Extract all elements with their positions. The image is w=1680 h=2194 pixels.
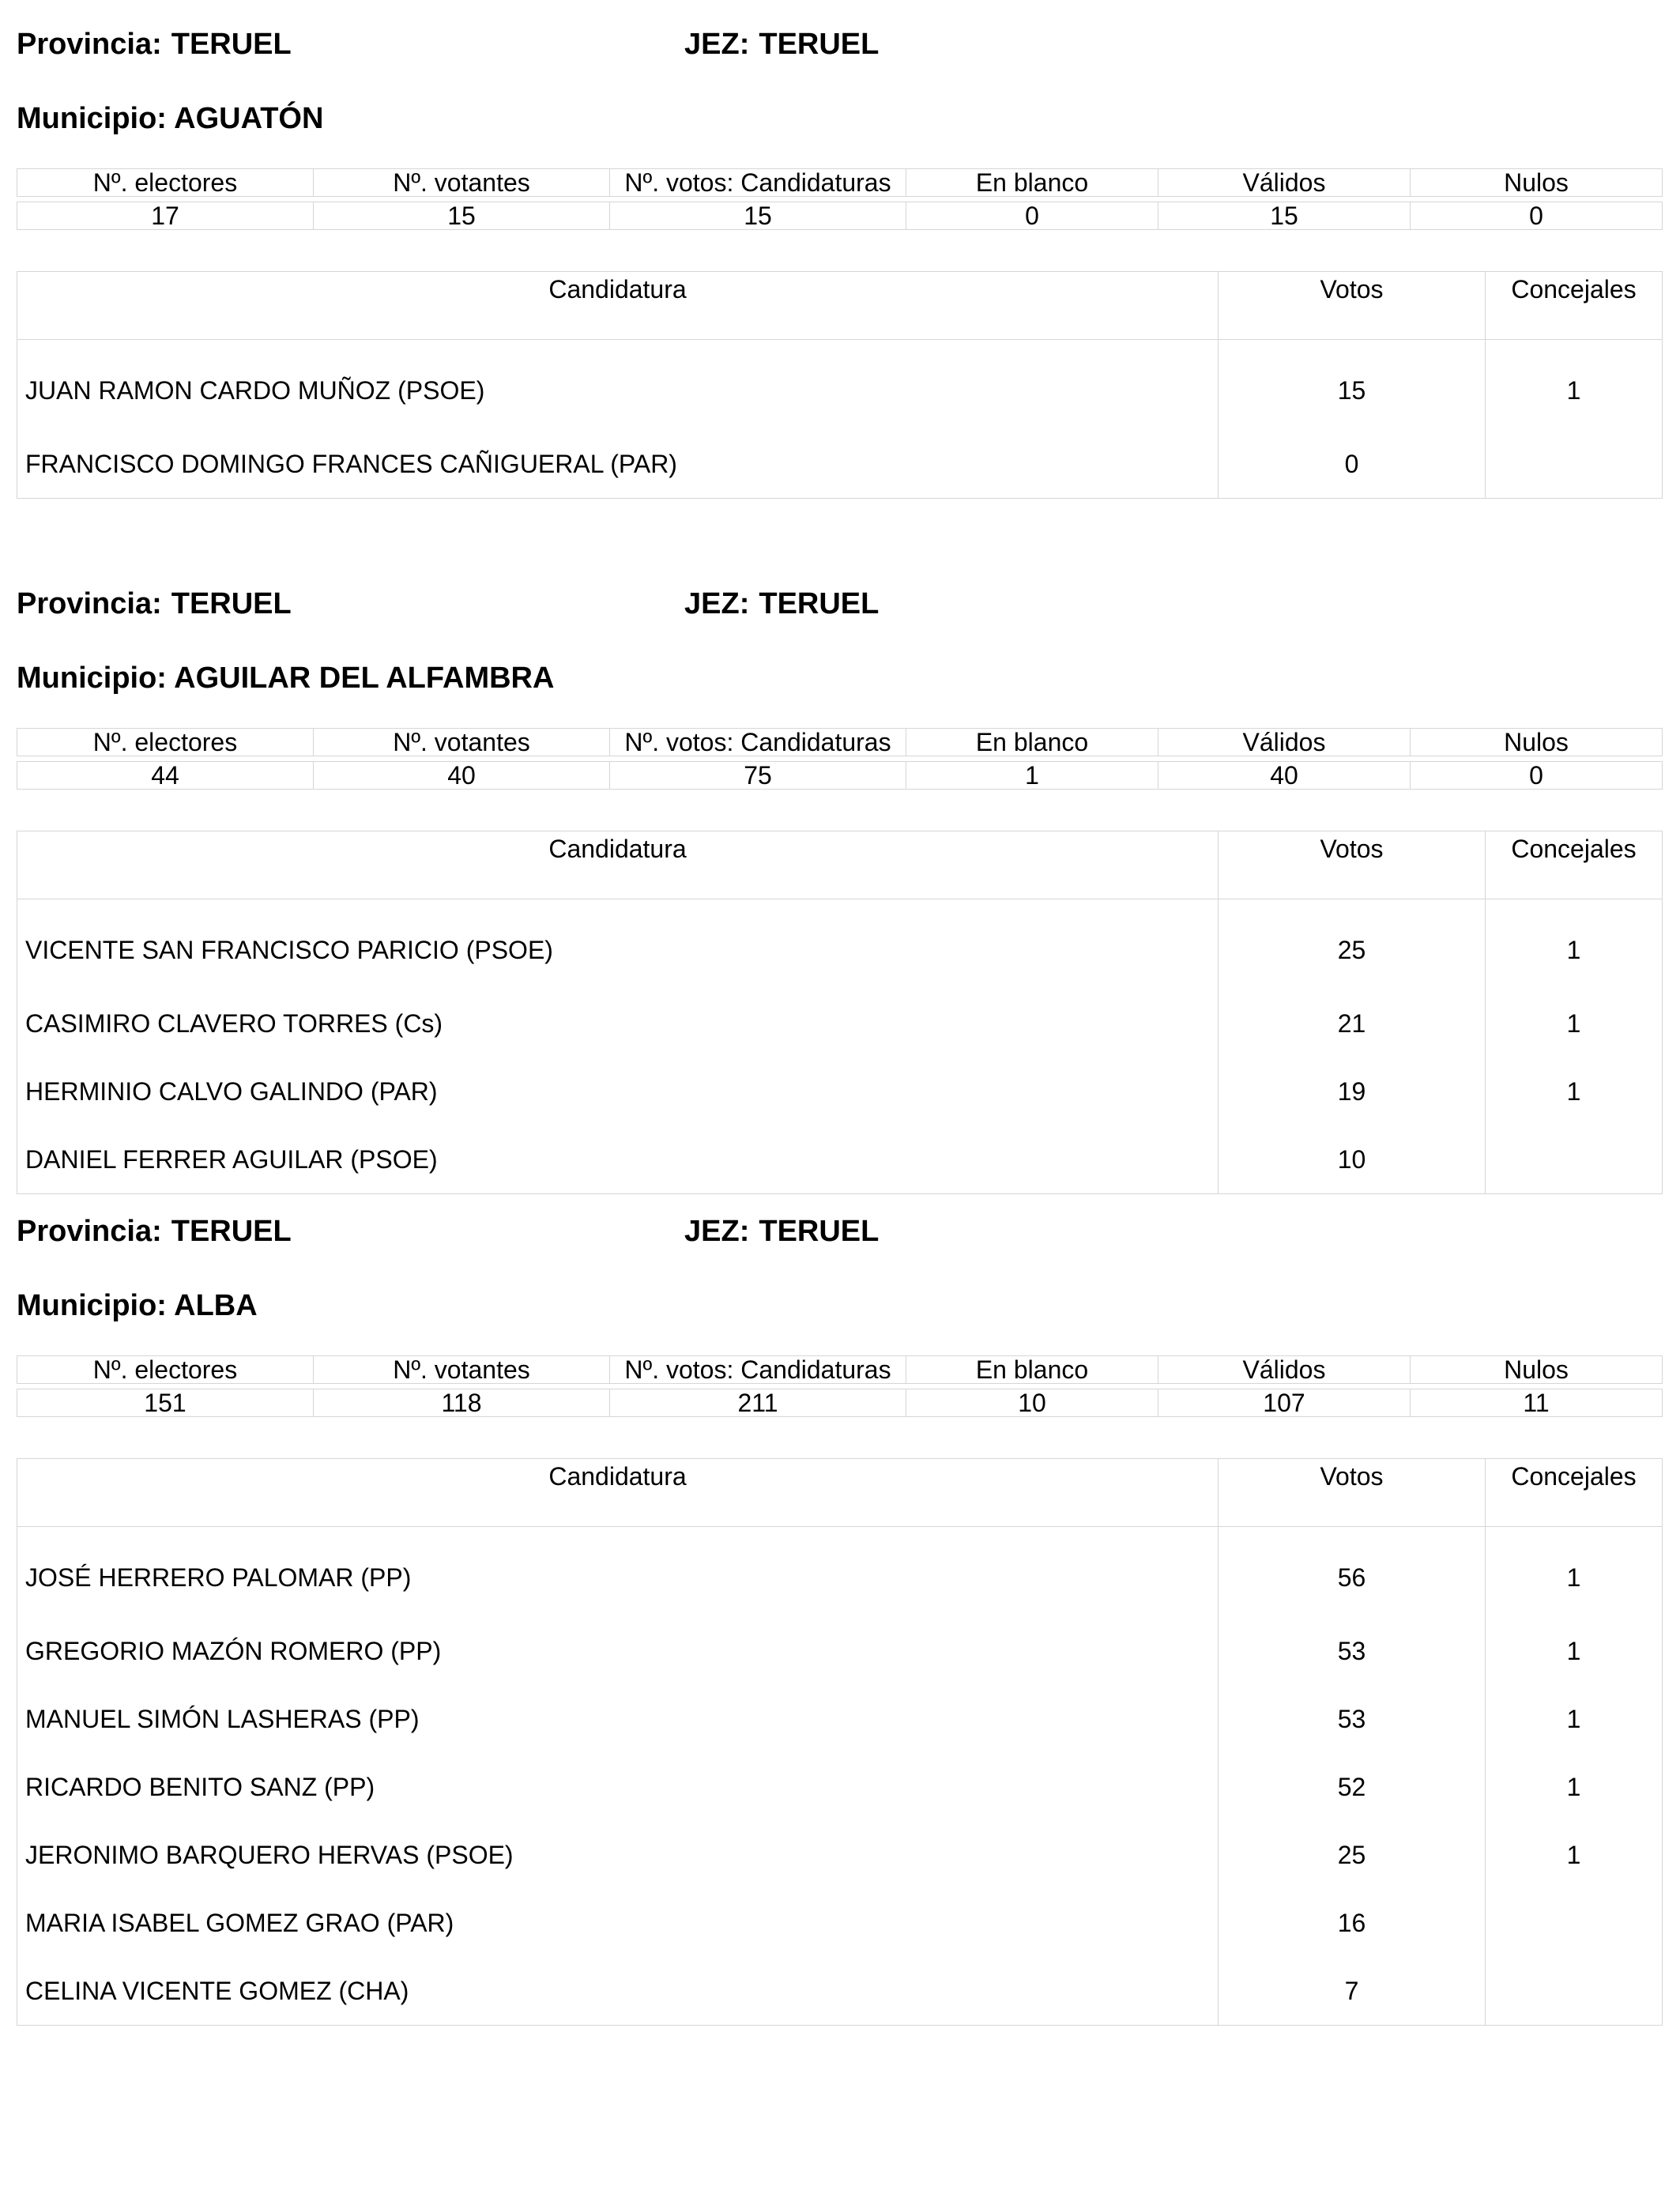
candidate-concejales: 1 — [1486, 899, 1663, 990]
stats-header-en-blanco: En blanco — [906, 169, 1158, 197]
candidates-table — [17, 271, 1663, 499]
stats-header-electores: Nº. electores — [17, 1356, 314, 1384]
candidate-votos: 19 — [1219, 1057, 1486, 1125]
candidate-concejales — [1486, 1889, 1663, 1957]
candidate-votos: 21 — [1219, 990, 1486, 1057]
provincia-line — [17, 27, 292, 62]
candidate-votos: 52 — [1219, 1753, 1486, 1821]
provincia-value: TERUEL — [171, 587, 292, 620]
stats-header-row — [17, 1356, 1663, 1384]
candidate-row — [17, 1753, 1663, 1821]
candidate-row — [17, 899, 1663, 990]
provincia-line — [17, 586, 292, 621]
stats-spacer — [17, 1384, 1663, 1389]
candidate-row — [17, 1889, 1663, 1957]
jez-line — [684, 27, 879, 62]
stats-header-en-blanco: En blanco — [906, 729, 1158, 756]
municipio-line — [17, 101, 323, 136]
stats-value-votantes: 15 — [314, 202, 610, 230]
candidate-votos: 16 — [1219, 1889, 1486, 1957]
jez-label: JEZ: — [684, 1215, 750, 1248]
stats-header-validos: Válidos — [1158, 1356, 1411, 1384]
stats-header-votantes: Nº. votantes — [314, 729, 610, 756]
candidate-votos: 53 — [1219, 1617, 1486, 1685]
candidate-votos: 25 — [1219, 899, 1486, 990]
provincia-label: Provincia: — [17, 1215, 162, 1248]
header-concejales: Concejales — [1486, 831, 1663, 899]
candidate-name: JOSÉ HERRERO PALOMAR (PP) — [17, 1527, 1219, 1618]
stats-header-nulos: Nulos — [1411, 1356, 1663, 1384]
candidates-header-row — [17, 272, 1663, 340]
stats-header-nulos: Nulos — [1411, 729, 1663, 756]
municipio-label: Municipio: — [17, 102, 167, 135]
candidate-name: CELINA VICENTE GOMEZ (CHA) — [17, 1957, 1219, 2026]
jez-label: JEZ: — [684, 587, 750, 620]
candidate-votos: 0 — [1219, 430, 1486, 499]
candidate-name: RICARDO BENITO SANZ (PP) — [17, 1753, 1219, 1821]
stats-header-votos-candidaturas: Nº. votos: Candidaturas — [610, 729, 906, 756]
candidate-concejales: 1 — [1486, 1617, 1663, 1685]
stats-table — [17, 168, 1663, 230]
stats-table — [17, 728, 1663, 790]
candidate-concejales — [1486, 1125, 1663, 1194]
candidate-name: MARIA ISABEL GOMEZ GRAO (PAR) — [17, 1889, 1219, 1957]
jez-value: TERUEL — [759, 1215, 880, 1248]
jez-label: JEZ: — [684, 28, 750, 61]
candidate-name: FRANCISCO DOMINGO FRANCES CAÑIGUERAL (PAR) — [17, 430, 1219, 499]
stats-value-electores: 17 — [17, 202, 314, 230]
stats-value-nulos: 11 — [1411, 1389, 1663, 1417]
candidate-name: JUAN RAMON CARDO MUÑOZ (PSOE) — [17, 340, 1219, 431]
candidates-header-row — [17, 1459, 1663, 1527]
stats-value-en-blanco: 10 — [906, 1389, 1158, 1417]
candidate-row — [17, 990, 1663, 1057]
candidate-concejales: 1 — [1486, 1057, 1663, 1125]
municipio-value: AGUILAR DEL ALFAMBRA — [174, 662, 555, 695]
stats-table — [17, 1355, 1663, 1417]
stats-value-en-blanco: 1 — [906, 762, 1158, 790]
provincia-value: TERUEL — [171, 28, 292, 61]
header-votos: Votos — [1219, 831, 1486, 899]
candidate-row — [17, 1527, 1663, 1618]
municipio-value: AGUATÓN — [174, 102, 324, 135]
candidates-table — [17, 1458, 1663, 2026]
municipio-label: Municipio: — [17, 662, 167, 695]
stats-spacer — [17, 197, 1663, 202]
stats-value-en-blanco: 0 — [906, 202, 1158, 230]
candidate-row — [17, 340, 1663, 431]
provincia-line — [17, 1214, 292, 1249]
candidate-concejales: 1 — [1486, 1527, 1663, 1618]
provincia-value: TERUEL — [171, 1215, 292, 1248]
stats-header-votantes: Nº. votantes — [314, 1356, 610, 1384]
stats-header-validos: Válidos — [1158, 729, 1411, 756]
candidate-votos: 56 — [1219, 1527, 1486, 1618]
jez-value: TERUEL — [759, 28, 880, 61]
provincia-label: Provincia: — [17, 587, 162, 620]
candidate-name: DANIEL FERRER AGUILAR (PSOE) — [17, 1125, 1219, 1194]
candidate-row — [17, 1057, 1663, 1125]
candidate-name: HERMINIO CALVO GALINDO (PAR) — [17, 1057, 1219, 1125]
stats-header-row — [17, 729, 1663, 756]
stats-value-nulos: 0 — [1411, 202, 1663, 230]
stats-value-votos-candidaturas: 211 — [610, 1389, 906, 1417]
jez-value: TERUEL — [759, 587, 880, 620]
header-candidatura: Candidatura — [17, 272, 1219, 340]
candidate-concejales: 1 — [1486, 990, 1663, 1057]
stats-value-validos: 15 — [1158, 202, 1411, 230]
stats-header-electores: Nº. electores — [17, 169, 314, 197]
stats-spacer — [17, 756, 1663, 762]
municipio-label: Municipio: — [17, 1289, 167, 1322]
candidate-concejales: 1 — [1486, 1685, 1663, 1753]
candidate-row — [17, 1821, 1663, 1889]
stats-header-votos-candidaturas: Nº. votos: Candidaturas — [610, 169, 906, 197]
header-votos: Votos — [1219, 1459, 1486, 1527]
header-candidatura: Candidatura — [17, 1459, 1219, 1527]
candidate-concejales: 1 — [1486, 1753, 1663, 1821]
candidate-name: GREGORIO MAZÓN ROMERO (PP) — [17, 1617, 1219, 1685]
stats-header-validos: Válidos — [1158, 169, 1411, 197]
candidate-concejales: 1 — [1486, 340, 1663, 431]
candidate-votos: 53 — [1219, 1685, 1486, 1753]
stats-value-nulos: 0 — [1411, 762, 1663, 790]
stats-value-validos: 107 — [1158, 1389, 1411, 1417]
candidate-concejales — [1486, 1957, 1663, 2026]
candidate-name: JERONIMO BARQUERO HERVAS (PSOE) — [17, 1821, 1219, 1889]
stats-header-votos-candidaturas: Nº. votos: Candidaturas — [610, 1356, 906, 1384]
stats-header-row — [17, 169, 1663, 197]
stats-value-votos-candidaturas: 75 — [610, 762, 906, 790]
provincia-label: Provincia: — [17, 28, 162, 61]
candidate-name: VICENTE SAN FRANCISCO PARICIO (PSOE) — [17, 899, 1219, 990]
candidate-row — [17, 1957, 1663, 2026]
stats-header-votantes: Nº. votantes — [314, 169, 610, 197]
candidate-votos: 25 — [1219, 1821, 1486, 1889]
candidate-name: CASIMIRO CLAVERO TORRES (Cs) — [17, 990, 1219, 1057]
candidates-table — [17, 831, 1663, 1194]
candidate-votos: 15 — [1219, 340, 1486, 431]
header-concejales: Concejales — [1486, 272, 1663, 340]
candidate-votos: 10 — [1219, 1125, 1486, 1194]
municipio-value: ALBA — [174, 1289, 258, 1322]
candidate-row — [17, 1617, 1663, 1685]
candidate-concejales — [1486, 430, 1663, 499]
stats-value-electores: 151 — [17, 1389, 314, 1417]
jez-line — [684, 1214, 879, 1249]
stats-value-validos: 40 — [1158, 762, 1411, 790]
stats-value-electores: 44 — [17, 762, 314, 790]
stats-value-row — [17, 202, 1663, 230]
candidate-votos: 7 — [1219, 1957, 1486, 2026]
stats-header-electores: Nº. electores — [17, 729, 314, 756]
stats-value-votantes: 40 — [314, 762, 610, 790]
municipio-line — [17, 661, 554, 696]
candidate-concejales: 1 — [1486, 1821, 1663, 1889]
header-votos: Votos — [1219, 272, 1486, 340]
candidate-name: MANUEL SIMÓN LASHERAS (PP) — [17, 1685, 1219, 1753]
jez-line — [684, 586, 879, 621]
stats-value-row — [17, 1389, 1663, 1417]
stats-header-en-blanco: En blanco — [906, 1356, 1158, 1384]
candidates-header-row — [17, 831, 1663, 899]
stats-value-row — [17, 762, 1663, 790]
header-candidatura: Candidatura — [17, 831, 1219, 899]
header-concejales: Concejales — [1486, 1459, 1663, 1527]
candidate-row — [17, 430, 1663, 499]
stats-header-nulos: Nulos — [1411, 169, 1663, 197]
stats-value-votos-candidaturas: 15 — [610, 202, 906, 230]
candidate-row — [17, 1685, 1663, 1753]
stats-value-votantes: 118 — [314, 1389, 610, 1417]
municipio-line — [17, 1288, 258, 1323]
candidate-row — [17, 1125, 1663, 1194]
